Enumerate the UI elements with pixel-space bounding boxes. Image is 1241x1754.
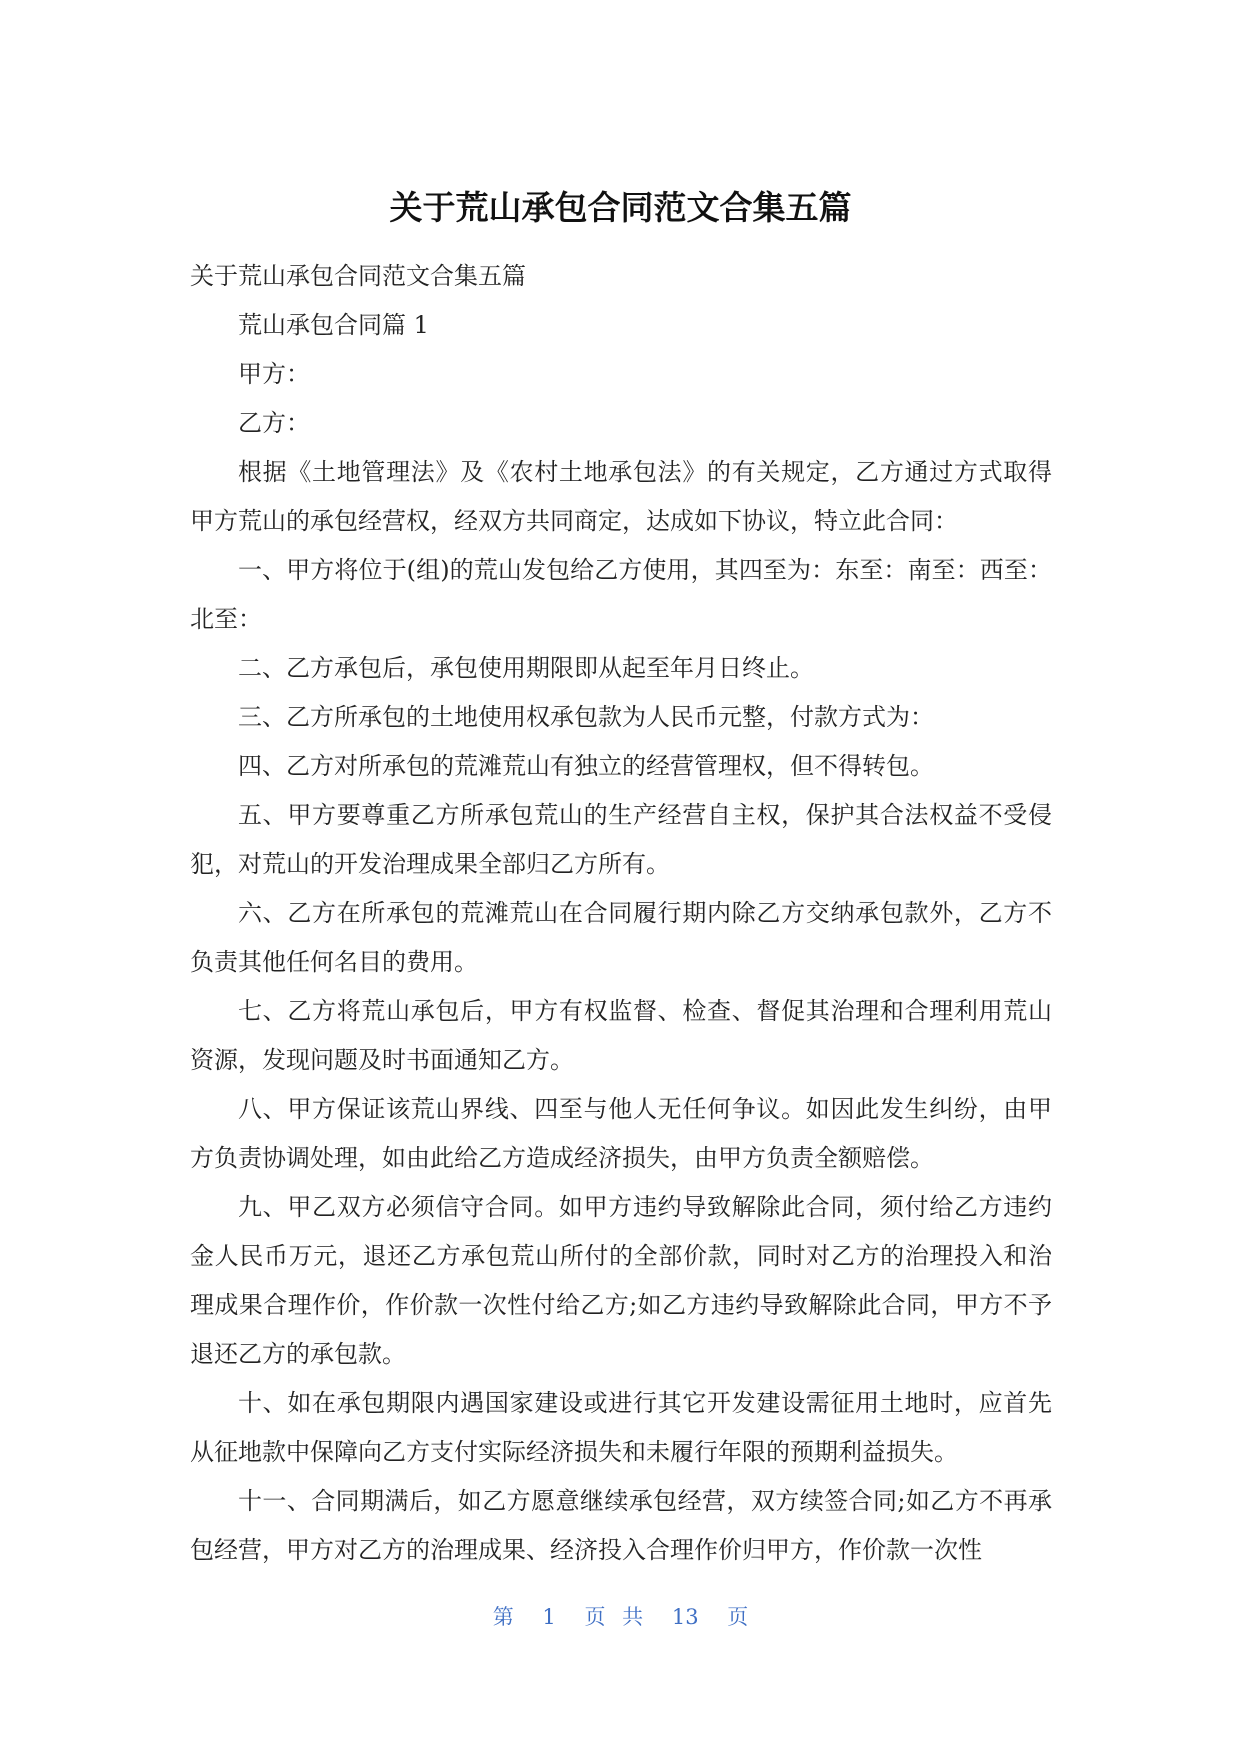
paragraph-clause-7: 七、乙方将荒山承包后，甲方有权监督、检查、督促其治理和合理利用荒山资源，发现问题及时书面通知乙方。 [190, 997, 1052, 1074]
paragraph-clause-1: 一、甲方将位于(组)的荒山发包给乙方使用，其四至为：东至：南至：西至：北至： [190, 556, 1052, 633]
paragraph-party-b: 乙方： [238, 409, 310, 437]
paragraph-clause-9: 九、甲乙双方必须信守合同。如甲方违约导致解除此合同，须付给乙方违约金人民币万元，退还乙方承包荒山所付的全部价款，同时对乙方的治理投入和治理成果合理作价，作价款一次性付给乙方;如乙方违约导致解除此合同，甲方不予退还乙方的承包款。 [190, 1193, 1052, 1368]
paragraph-clause-6: 六、乙方在所承包的荒滩荒山在合同履行期内除乙方交纳承包款外，乙方不负责其他任何名目的费用。 [190, 899, 1052, 976]
footer-label-page: 第 [492, 1605, 514, 1629]
paragraph-clause-4: 四、乙方对所承包的荒滩荒山有独立的经营管理权，但不得转包。 [238, 752, 934, 780]
paragraph-clause-10: 十、如在承包期限内遇国家建设或进行其它开发建设需征用土地时，应首先从征地款中保障向乙方支付实际经济损失和未履行年限的预期利益损失。 [190, 1389, 1052, 1466]
document-body [190, 252, 1052, 1575]
paragraph-heading: 关于荒山承包合同范文合集五篇 [190, 262, 526, 290]
paragraph-clause-8: 八、甲方保证该荒山界线、四至与他人无任何争议。如因此发生纠纷，由甲方负责协调处理，如由此给乙方造成经济损失，由甲方负责全额赔偿。 [190, 1095, 1052, 1172]
paragraph-clause-2: 二、乙方承包后，承包使用期限即从起至年月日终止。 [238, 654, 814, 682]
document-title: 关于荒山承包合同范文合集五篇 [389, 188, 852, 227]
paragraph-clause-5: 五、甲方要尊重乙方所承包荒山的生产经营自主权，保护其合法权益不受侵犯，对荒山的开发治理成果全部归乙方所有。 [190, 801, 1052, 878]
footer-label-pages: 页 [727, 1605, 749, 1629]
page-footer [0, 1602, 1241, 1632]
paragraph-section-title: 荒山承包合同篇 1 [238, 311, 429, 339]
paragraph-party-a: 甲方： [238, 360, 310, 388]
paragraph-preamble: 根据《土地管理法》及《农村土地承包法》的有关规定，乙方通过方式取得甲方荒山的承包经营权，经双方共同商定，达成如下协议，特立此合同： [190, 458, 1052, 535]
footer-total-pages: 13 [671, 1605, 699, 1629]
footer-label-of: 页 共 [584, 1605, 644, 1629]
paragraph-clause-3: 三、乙方所承包的土地使用权承包款为人民币元整，付款方式为： [238, 703, 934, 731]
footer-current-page: 1 [542, 1605, 556, 1629]
paragraph-clause-11: 十一、合同期满后，如乙方愿意继续承包经营，双方续签合同;如乙方不再承包经营，甲方对乙方的治理成果、经济投入合理作价归甲方，作价款一次性 [190, 1487, 1052, 1564]
